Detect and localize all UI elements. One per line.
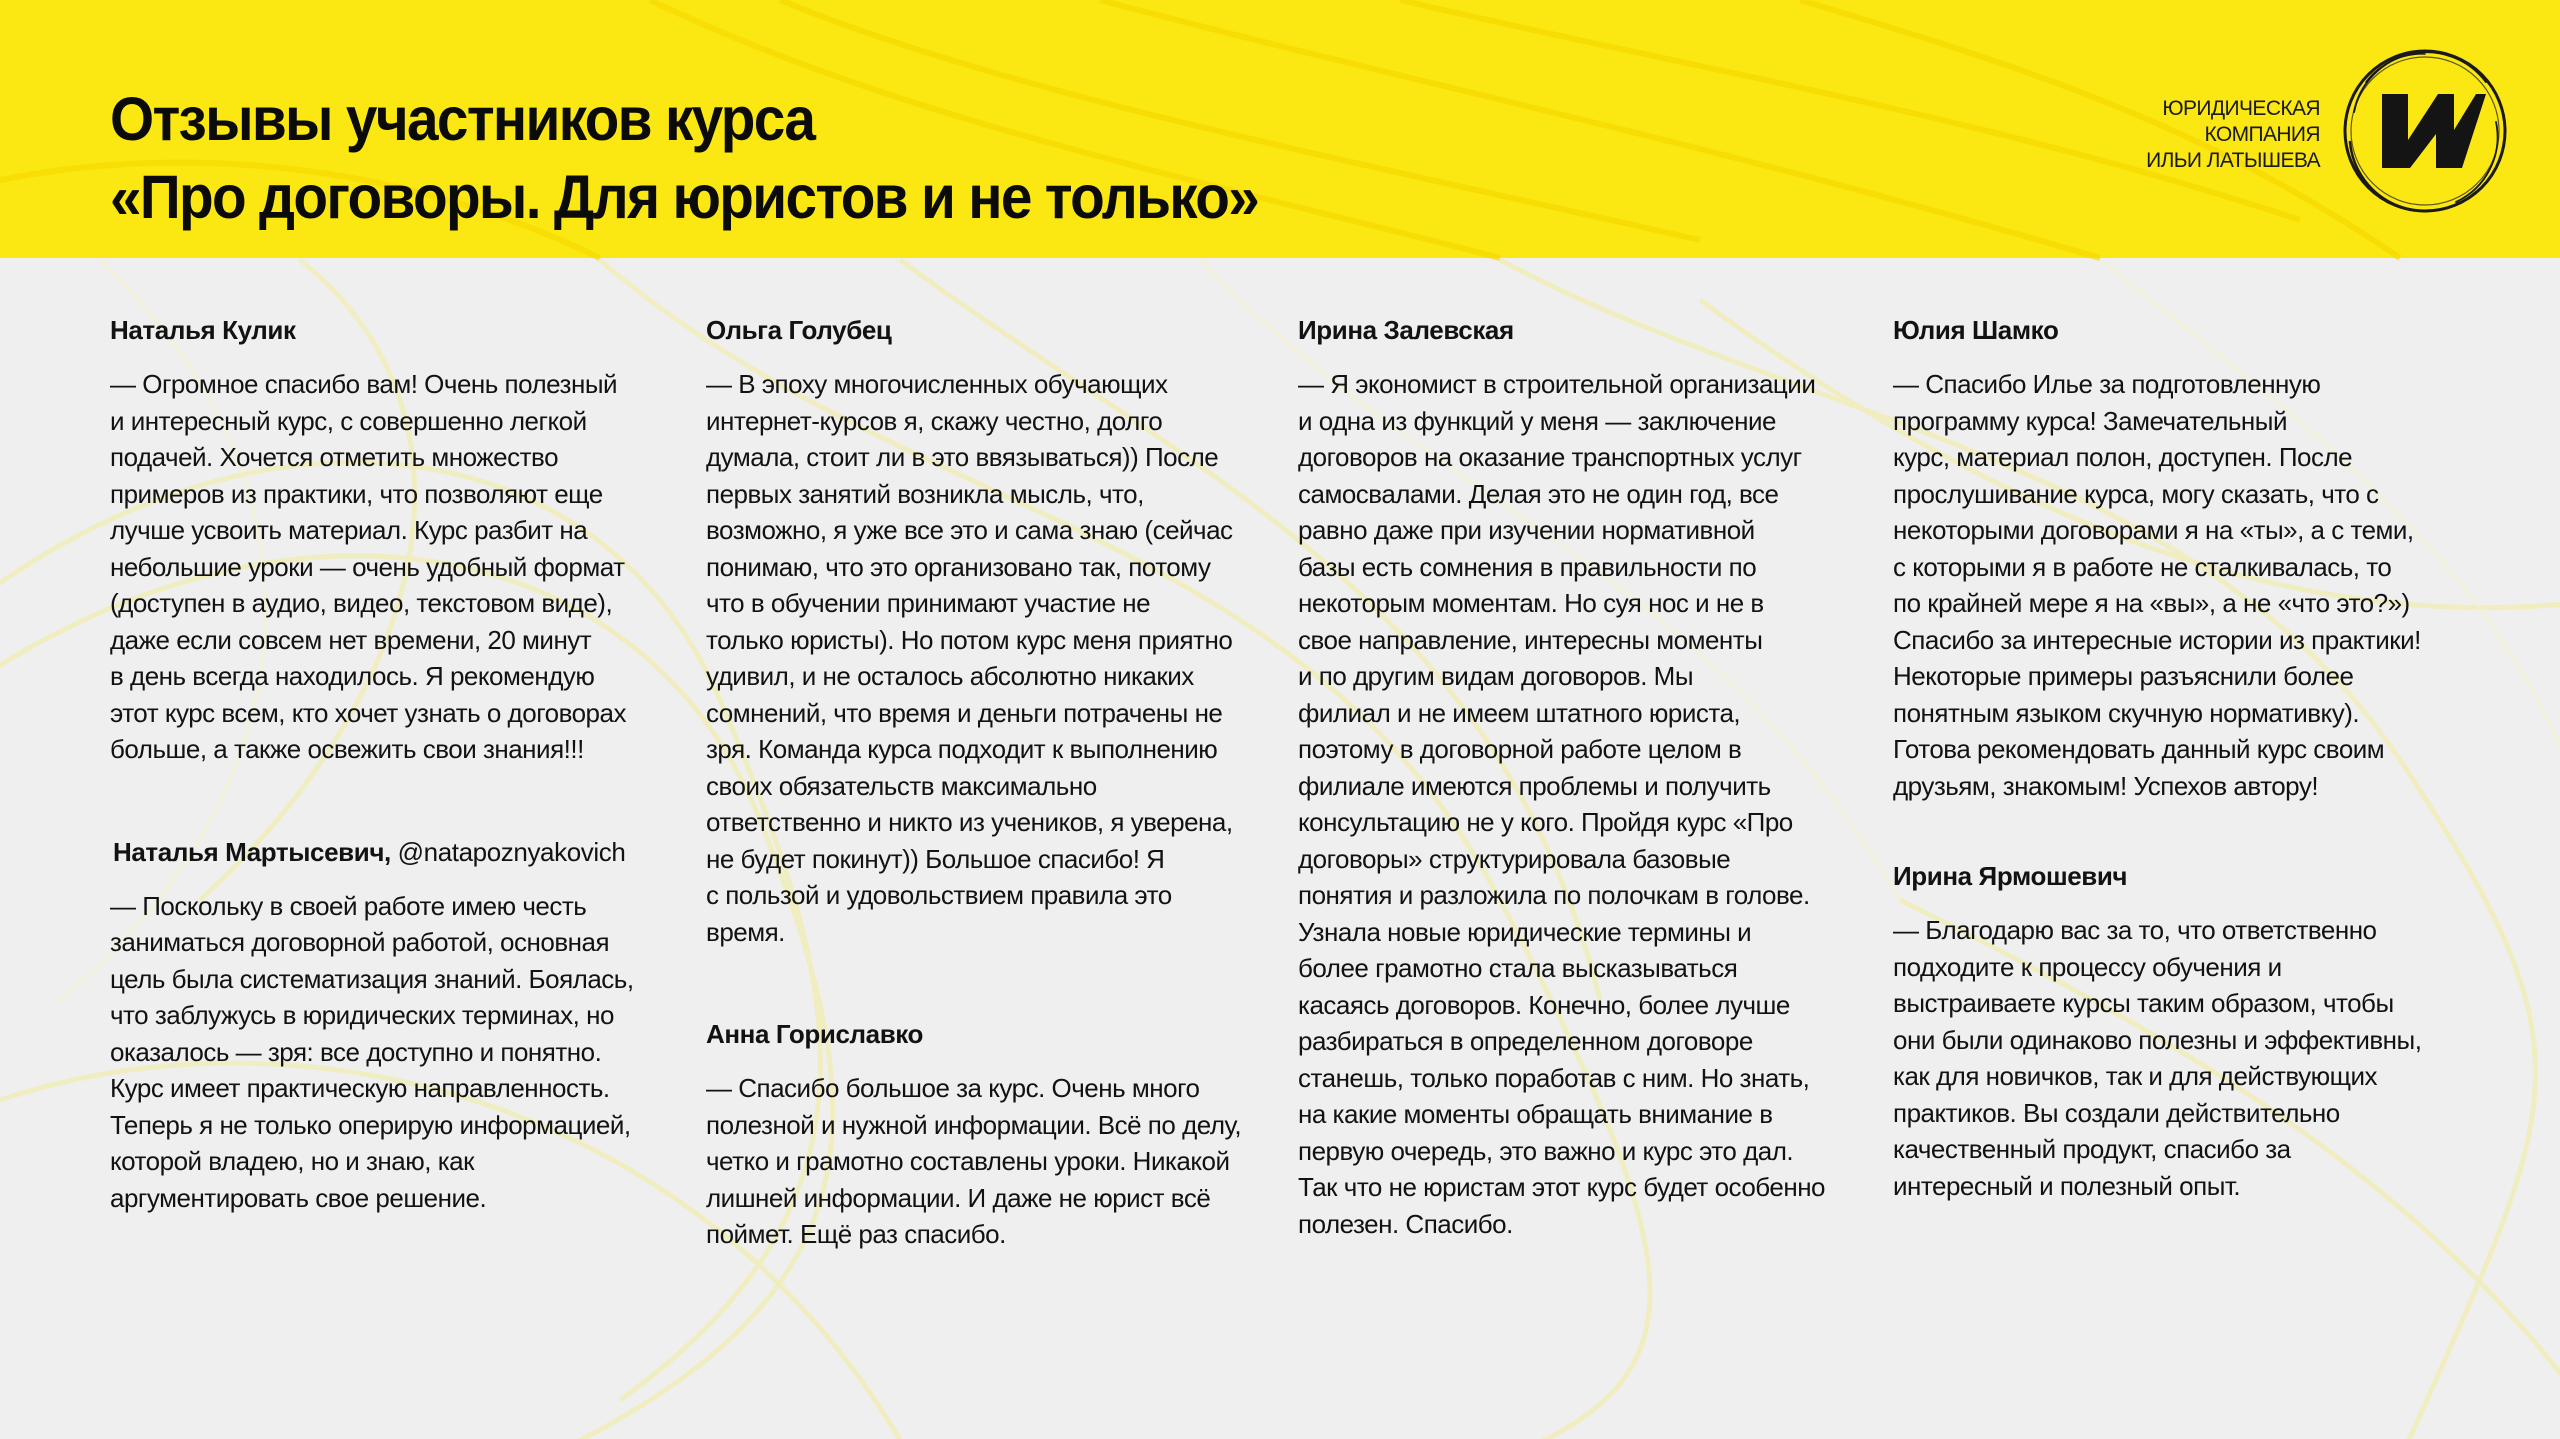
company-name-line-2: КОМПАНИЯ [2204,123,2320,146]
page-title-line-1: Отзывы участников курса [110,85,815,153]
reviewer-name: Ирина Ярмошевич [1893,861,2128,891]
reviews-column-4 [1893,312,2493,1270]
reviewer-name: Ольга Голубец [706,315,892,345]
review-text: — Я экономист в строительной организации и одна из функций у меня — заключение договоров на оказание транспортных услуг самосвалами. Делая это не один год, все равно даже при изучении нормативной базы есть сомнения в правильности по некоторым моментам. Но суя нос и не в свое направление, интересны моменты и по другим видам договоров. Мы филиал и не имеем штатного юриста, поэтому в договорной работе целом в филиале имеются проблемы и получить консультацию не у кого. Пройдя курс «Про договоры» структурировала базовые понятия и разложила по полочкам в голове. Узнала новые юридические термины и более грамотно стала высказываться касаясь договоров. Конечно, более лучше разбираться в определенном договоре станешь, только поработав с ним. Но знать, на какие моменты обращать внимание в первую очередь, это важно и курс это дал. Так что не юристам этот курс будет особенно полезен. Спасибо. [1298,369,1826,1239]
review-text: — Спасибо Илье за подготовленную программу курса! Замечательный курс, материал полон, доступен. После прослушивание курса, могу сказать, что с некоторыми договорами я на «ты», а с теми, с которыми я в работе не сталкивалась, то по крайней мере я на «вы», а не «что это?») Спасибо за интересные истории из практики! Некоторые примеры разъяснили более понятным языком скучную нормативку). Готова рекомендовать данный курс своим друзьям, знакомым! Успехов автору! [1893,369,2421,801]
review-text: — В эпоху многочисленных обучающих интернет-курсов я, скажу честно, долго думала, стоит ли в это ввязываться)) После первых занятий возникла мысль, что, возможно, я уже все это и сама знаю (сейчас понимаю, что это организовано так, потому что в обучении принимают участие не только юристы). Но потом курс меня приятно удивил, и не осталось абсолютно никаких сомнений, что время и деньги потрачены не зря. Команда курса подходит к выполнению своих обязательств максимально ответственно и никто из учеников, я уверена, не будет покинут)) Большое спасибо! Я с пользой и удовольствием правила это время. [706,369,1233,947]
review-olga-golubets [706,312,1276,950]
reviewer-name [113,834,680,870]
reviewer-name: Анна Гориславко [706,1019,924,1049]
review-natalia-kulik [110,312,680,768]
review-irina-zalevskaya [1298,312,1868,1242]
review-yulia-shamko [1893,312,2493,804]
company-name-line-3: ИЛЬИ ЛАТЫШЕВА [2146,149,2320,172]
company-name [2146,96,2320,174]
review-text: — Огромное спасибо вам! Очень полезный и интересный курс, с совершенно легкой подачей. Хочется отметить множество примеров из практики, что позволяют еще лучше усвоить материал. Курс разбит на небольшие уроки — очень удобный формат (доступен в аудио, видео, текстовом виде), даже если совсем нет времени, 20 минут в день всегда находилось. Я рекомендую этот курс всем, кто хочет узнать о договорах больше, а также освежить свои знания!!! [110,369,626,764]
page-title-line-2: «Про договоры. Для юристов и не только» [110,163,1259,231]
reviewer-name-text: Наталья Мартысевич, [113,836,391,867]
review-text: — Благодарю вас за то, что ответственно подходите к процессу обучения и выстраиваете курсы таким образом, чтобы они были одинаково полезны и эффективны, как для новичков, так и для действующих практиков. Вы создали действительно качественный продукт, спасибо за интересный и полезный опыт. [1893,915,2422,1201]
review-natalia-martysevich [110,834,680,1217]
im-monogram-circle-icon [2336,42,2514,220]
review-anna-gorislavko [706,1016,1276,1253]
reviewer-name: Юлия Шамко [1893,315,2059,345]
header-band [0,0,2560,258]
reviewer-name: Ирина Залевская [1298,315,1514,345]
reviews-column-2 [706,312,1276,1319]
reviews-column-3 [1298,312,1868,1308]
review-text: — Спасибо большое за курс. Очень много полезной и нужной информации. Всё по делу, четко и грамотно составлены уроки. Никакой лишней информации. И даже не юрист всё поймет. Ещё раз спасибо. [706,1073,1242,1249]
reviewer-name: Наталья Кулик [110,315,296,345]
review-irina-yarmoshevich [1893,858,2493,1204]
reviews-column-1 [110,312,680,1282]
page-title [110,80,1258,236]
reviewer-handle: @natapoznyakovich [390,836,626,867]
company-name-line-1: ЮРИДИЧЕСКАЯ [2162,97,2320,120]
review-text: — Поскольку в своей работе имею честь заниматься договорной работой, основная цель была систематизация знаний. Боялась, что заблужусь в юридических терминах, но оказалось — зря: все доступно и понятно. Курс имеет практическую направленность. Теперь я не только оперирую информацией, которой владею, но и знаю, как аргументировать свое решение. [110,890,634,1213]
